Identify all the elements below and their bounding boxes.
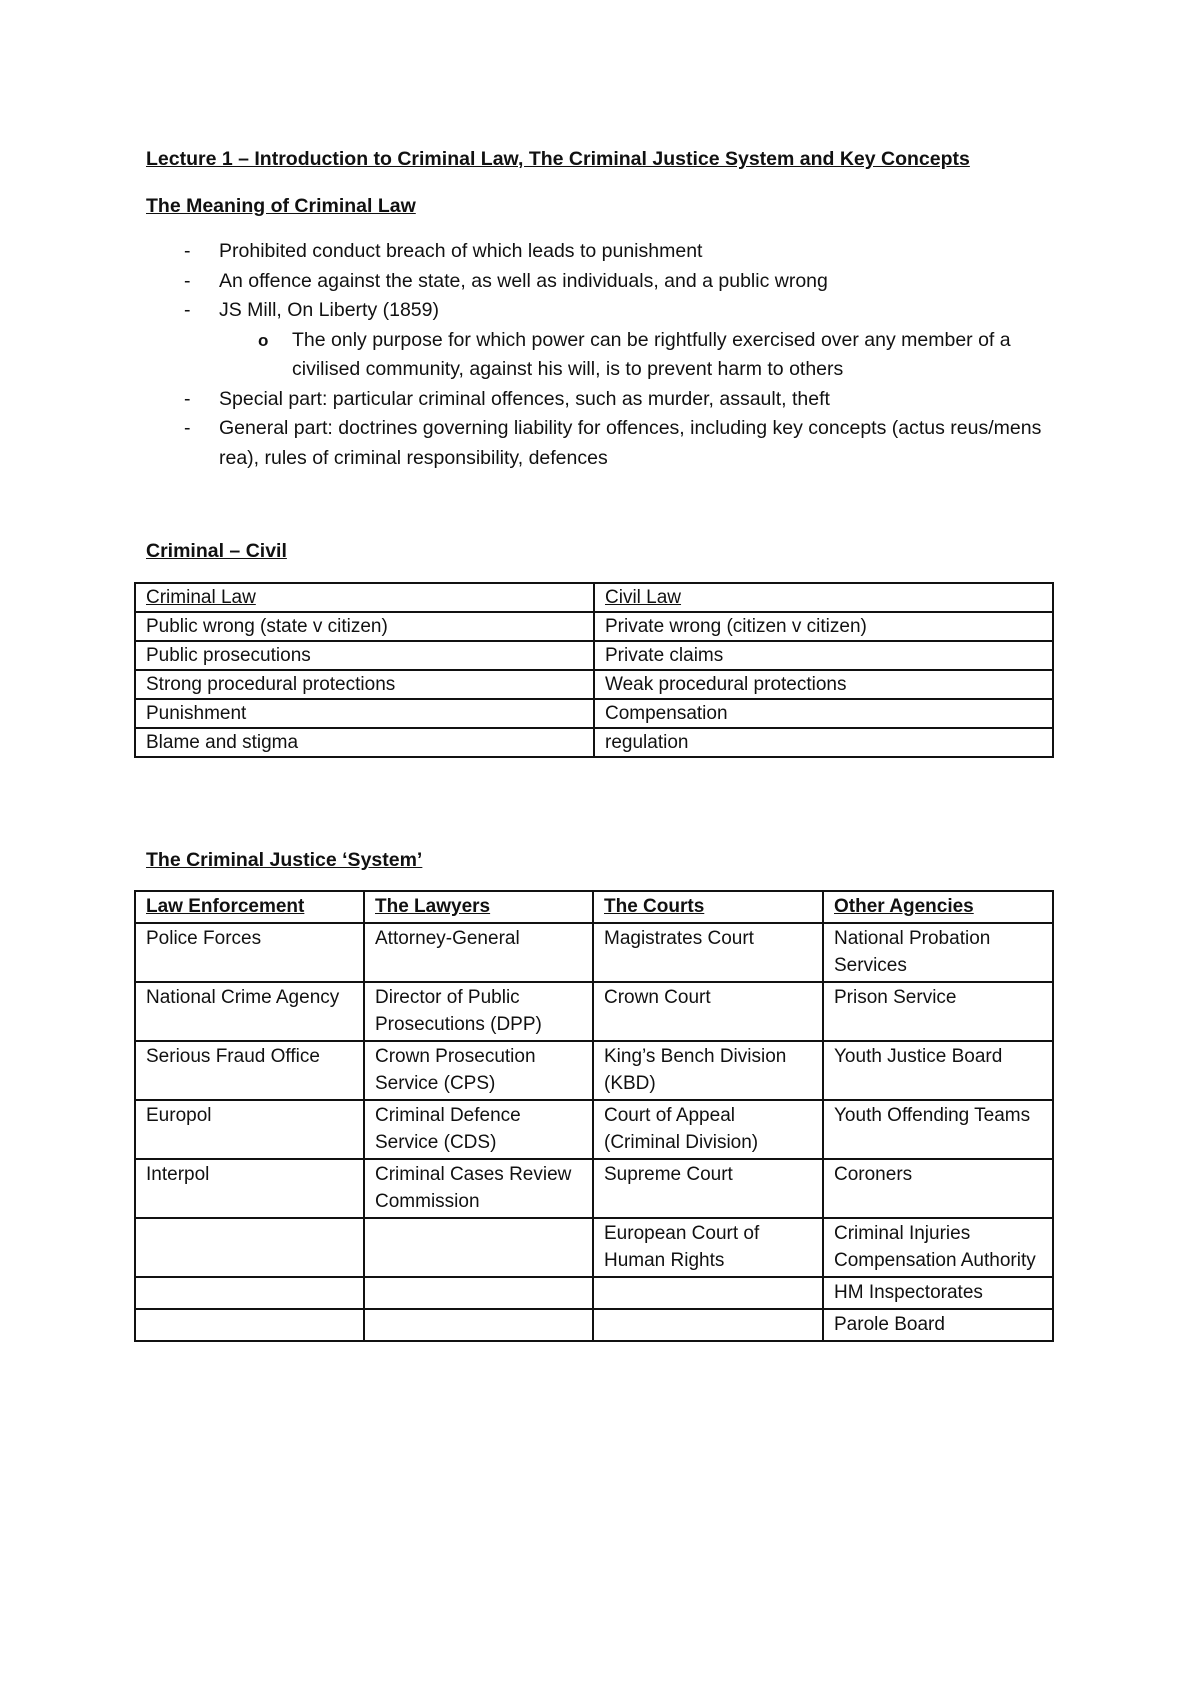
table-cell: Court of Appeal (Criminal Division) [593, 1100, 823, 1159]
table-cell: Strong procedural protections [135, 670, 594, 699]
dash-marker: - [184, 299, 191, 321]
list-item [146, 414, 1066, 473]
table-row [135, 1277, 1053, 1309]
bullet-text: JS Mill, On Liberty (1859) [219, 299, 439, 321]
table-cell: Police Forces [135, 923, 364, 982]
table-row [135, 1100, 1053, 1159]
criminal-civil-table [134, 582, 1054, 758]
table-cell: European Court of Human Rights [593, 1218, 823, 1277]
table-cell: Director of Public Prosecutions (DPP) [364, 982, 593, 1041]
table-cell: Youth Justice Board [823, 1041, 1053, 1100]
table-cell: Private claims [594, 641, 1053, 670]
table-row [135, 1218, 1053, 1277]
table-row [135, 1159, 1053, 1218]
table-cell: King’s Bench Division (KBD) [593, 1041, 823, 1100]
cjs-heading: The Criminal Justice ‘System’ [146, 849, 423, 871]
table-cell [135, 1309, 364, 1341]
table-header-cell: The Courts [593, 891, 823, 923]
table-cell: Compensation [594, 699, 1053, 728]
bullet-text: The only purpose for which power can be rightfully exercised over any member of a civilised community, against his will, is to prevent harm to others [292, 328, 1011, 380]
bullet-text: General part: doctrines governing liability for offences, including key concepts (actus reus/mens rea), rules of criminal responsibility, defences [219, 417, 1042, 469]
table-cell: Parole Board [823, 1309, 1053, 1341]
meaning-bullet-list [146, 237, 1066, 473]
table-cell: Public wrong (state v citizen) [135, 612, 594, 641]
table-cell: HM Inspectorates [823, 1277, 1053, 1309]
table-cell: Europol [135, 1100, 364, 1159]
table-cell: Public prosecutions [135, 641, 594, 670]
table-row [135, 1309, 1053, 1341]
table-cell: Prison Service [823, 982, 1053, 1041]
list-item [146, 296, 1066, 326]
bullet-text: Prohibited conduct breach of which leads to punishment [219, 240, 703, 262]
table-row [135, 699, 1053, 728]
table-cell: Punishment [135, 699, 594, 728]
table-cell: Criminal Defence Service (CDS) [364, 1100, 593, 1159]
table-cell: Coroners [823, 1159, 1053, 1218]
table-row [135, 923, 1053, 982]
sub-bullet-marker: o [258, 330, 269, 350]
table-row [135, 612, 1053, 641]
table-cell: National Crime Agency [135, 982, 364, 1041]
table-cell: Criminal Injuries Compensation Authority [823, 1218, 1053, 1277]
table-row [135, 728, 1053, 757]
list-item [146, 267, 1066, 297]
table-row [135, 641, 1053, 670]
table-cell: regulation [594, 728, 1053, 757]
table-header-cell: Other Agencies [823, 891, 1053, 923]
table-header-cell: Criminal Law [135, 583, 594, 612]
dash-marker: - [184, 240, 191, 262]
table-cell [135, 1218, 364, 1277]
table-cell [135, 1277, 364, 1309]
table-cell: Crown Prosecution Service (CPS) [364, 1041, 593, 1100]
table-row [135, 982, 1053, 1041]
dash-marker: - [184, 387, 191, 410]
table-header-cell: Civil Law [594, 583, 1053, 612]
list-item [146, 326, 1066, 385]
table-cell [364, 1277, 593, 1309]
table-row [135, 670, 1053, 699]
table-cell: Blame and stigma [135, 728, 594, 757]
bullet-text: An offence against the state, as well as individuals, and a public wrong [219, 269, 828, 292]
table-cell: Private wrong (citizen v citizen) [594, 612, 1053, 641]
list-item [146, 385, 1066, 415]
table-row [135, 1041, 1053, 1100]
table-cell: Weak procedural protections [594, 670, 1053, 699]
lecture-title: Lecture 1 – Introduction to Criminal Law, The Criminal Justice System and Key Concepts [146, 148, 970, 170]
table-header-cell: The Lawyers [364, 891, 593, 923]
table-cell: Supreme Court [593, 1159, 823, 1218]
table-cell: Magistrates Court [593, 923, 823, 982]
meaning-heading: The Meaning of Criminal Law [146, 195, 416, 217]
dash-marker: - [184, 269, 191, 292]
table-cell: Attorney-General [364, 923, 593, 982]
table-header-row [135, 583, 1053, 612]
dash-marker: - [184, 417, 191, 439]
table-cell: Criminal Cases Review Commission [364, 1159, 593, 1218]
table-cell: Serious Fraud Office [135, 1041, 364, 1100]
table-header-row [135, 891, 1053, 923]
list-item [146, 237, 1066, 267]
table-cell: Interpol [135, 1159, 364, 1218]
table-cell [593, 1309, 823, 1341]
table-cell: Youth Offending Teams [823, 1100, 1053, 1159]
table-cell [364, 1309, 593, 1341]
bullet-text: Special part: particular criminal offences, such as murder, assault, theft [219, 387, 830, 410]
table-header-cell: Law Enforcement [135, 891, 364, 923]
criminal-civil-heading: Criminal – Civil [146, 540, 287, 562]
table-cell [364, 1218, 593, 1277]
table-cell: National Probation Services [823, 923, 1053, 982]
criminal-justice-system-table [134, 890, 1054, 1342]
table-cell [593, 1277, 823, 1309]
table-cell: Crown Court [593, 982, 823, 1041]
